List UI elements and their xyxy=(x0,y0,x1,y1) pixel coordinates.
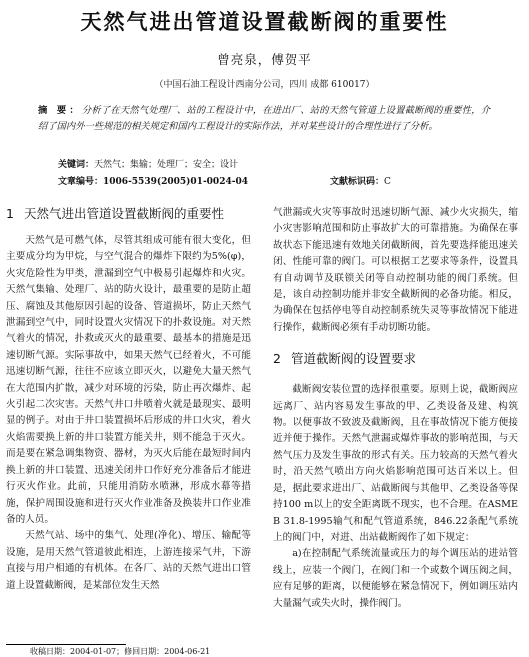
abstract xyxy=(38,103,490,136)
article-number-value: 1006-5539(2005)01-0024-04 xyxy=(103,177,248,187)
section-2-paragraph: a)在控制配气系统流量或压力的每个调压站的进站管线上，应装一个阀门，在阀门和一个或数个调压阀之间，应有足够的距离，以便能够在紧急情况下，例如调压站内大量漏气或失火时，操作阀门。 xyxy=(273,548,518,609)
footnote-rule xyxy=(6,644,126,645)
document-code-label: 文献标识码： xyxy=(330,177,385,187)
keywords-text: 天然气；集输；处理厂；安全；设计 xyxy=(94,160,239,170)
article-number-label: 文章编号： xyxy=(58,177,104,187)
authors: 曾亮泉，傅贺平 xyxy=(217,52,312,67)
article-number xyxy=(58,174,248,187)
section-1-paragraph: 天然气是可燃气体，尽管其组成可能有很大变化，但主要成分均为甲烷，与空气混合的爆炸下限约为5%(φ)，火灾危险性为甲类，泄漏到空气中极易引起爆炸和火灾。天然气集输、处理厂、站的防火设计，最重要的是防止超压、腐蚀及其他原因引起的设备、管道损坏，防止天然气泄漏到空气中，同时设置火灾情况下的扑救设施。对天然气着火的情况，扑救或灭火的最重要、最基本的措施是迅速切断气源。实际事故中，如果天然气已经着火，不可能迅速切断气源，往往不应该立即灭火，以避免大量天然气在大范围内扩散，减少对环境的污染，防止再次爆炸、起火引起二次灾害。天然气井口井喷着火就是最现实、最明显的例子。对由于井口装置损坏后形成的井口火灾，着火火焰需要换上新的井口装置方能关井，则不能急于灭火。而是要在紧急调集物资、器材，为灭火后能在最短时间内换上新的井口装置、迅速关闭井口作好充分准备后才能进行灭火作业。此前，只能用消防水喷淋，形成水幕等措施，保护周围设施和进行灭火作业准备及换装井口作业准备的人员。 xyxy=(6,235,251,525)
section-1-paragraph: 天然气站、场中的集气、处理(净化)、增压、输配等设施，是用天然气管道彼此相连，上游连接采气井，下游直接与用户相通的有机体。在各厂、站的天然气进出口管道上设置截断阀，是某部位发生天然 xyxy=(6,530,251,591)
affiliation: （中国石油工程设计西南分公司，四川 成都 610017） xyxy=(154,80,375,90)
footnote: 收稿日期：2004-01-07；修回日期：2004-06-21 xyxy=(30,647,211,656)
section-1-number: 1 xyxy=(6,206,14,221)
section-1-heading xyxy=(6,205,251,223)
keywords-label: 关键词： xyxy=(58,160,95,170)
section-2-title: 管道截断阀的设置要求 xyxy=(290,351,416,367)
section-1-title: 天然气进出管道设置截断阀的重要性 xyxy=(23,206,224,221)
document-code xyxy=(330,174,391,187)
document-code-value: C xyxy=(384,177,391,187)
section-2-paragraph: 截断阀安装位置的选择很重要。原则上说，截断阀应远离厂、站内容易发生事故的甲、乙类设备及建、构筑物。以便事故不致波及截断阀，且在事故情况下能方便接近并便于操作。天然气泄漏或爆炸事故的影响范围，与天然气压力及发生事故的形式有关。压力较高的天然气着火时，沿天然气喷出方向火焰影响范围可达百米以上。但是，据此要求进出厂、站截断阀与其他甲、乙类设备等保持100 m以上的安全距离既不现实，也不合理。在ASME B 31.8-1995输气和配气管道系统，846.22条配气系统上的阀门中，对进、出站截断阀作了如下规定： xyxy=(273,384,518,543)
left-column xyxy=(6,205,251,594)
section-2-number: 2 xyxy=(273,351,281,367)
abstract-text: 分析了在天然气处理厂、站的工程设计中，在进出厂、站的天然气管道上设置截断阀的重要性，介绍了国内外一些规范的相关规定和国内工程设计的实际作法，并对某些设计的合理性进行了分析。 xyxy=(38,105,490,133)
abstract-label: 摘 要： xyxy=(38,105,82,116)
paper-title: 天然气进出管道设置截断阀的重要性 xyxy=(80,10,449,34)
right-column xyxy=(273,205,518,612)
section-2-heading xyxy=(273,350,518,368)
keywords xyxy=(58,157,238,170)
continued-paragraph: 气泄漏或火灾等事故时迅速切断气源、减少火灾损失，缩小灾害影响范围和防止事故扩大的可靠措施。为确保在事故状态下能迅速有效地关闭截断阀，首先要选择能迅速关闭、性能可靠的阀门。可以根据工艺要求等条件，设置具有自动调节及联锁关闭等自动控制功能的阀门系统。但是，该自动控制功能并非安全截断阀的必备功能。相反，为确保在包括停电等自动控制系统失灵等事故情况下能进行操作，截断阀必须有手动切断功能。 xyxy=(273,207,518,333)
